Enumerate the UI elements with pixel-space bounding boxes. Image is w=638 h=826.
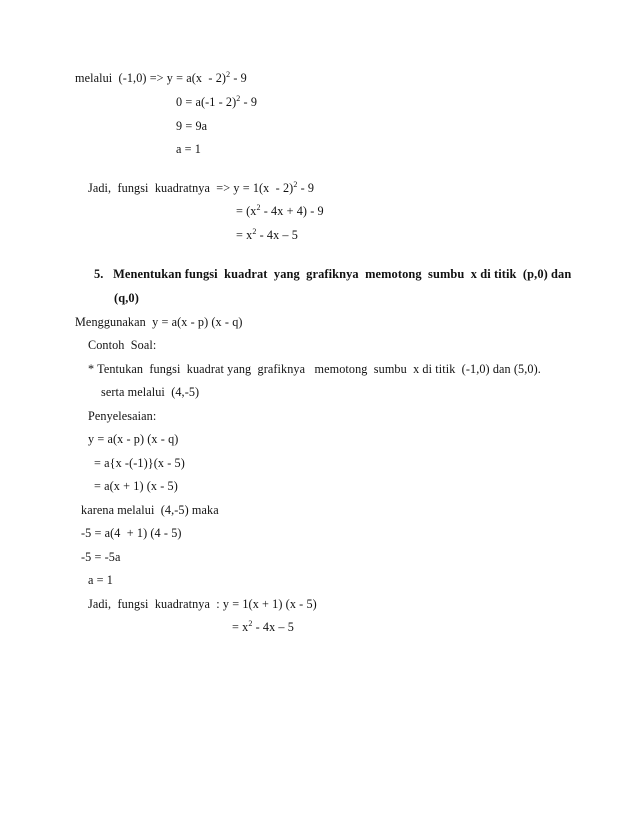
text-run: = x xyxy=(232,620,249,634)
text-run: * Tentukan fungsi kuadrat yang grafiknya memotong sumbu x di titik (-1,0) dan (5,0). xyxy=(88,362,541,376)
superscript: 2 xyxy=(256,202,261,212)
text-run: - 9 xyxy=(230,71,247,85)
text-line xyxy=(176,94,257,110)
text-run: - 4x – 5 xyxy=(252,620,294,634)
text-run: 0 = a(-1 - 2) xyxy=(176,95,237,109)
section-heading xyxy=(114,290,139,306)
superscript: 2 xyxy=(226,69,231,79)
text-run: (q,0) xyxy=(114,291,139,305)
text-line xyxy=(88,361,541,377)
text-line xyxy=(88,572,113,588)
superscript: 2 xyxy=(248,618,253,628)
text-line xyxy=(88,431,178,447)
text-run: = (x xyxy=(236,204,257,218)
text-line xyxy=(75,314,243,330)
text-run: - 4x – 5 xyxy=(256,228,298,242)
text-run: Penyelesaian: xyxy=(88,409,157,423)
section-heading xyxy=(94,266,571,282)
text-line xyxy=(88,180,314,196)
text-run: 9 = 9a xyxy=(176,119,208,133)
text-line xyxy=(81,502,219,518)
text-line xyxy=(81,525,182,541)
text-run: = a{x -(-1)}(x - 5) xyxy=(94,456,185,470)
text-line xyxy=(75,70,247,86)
text-line xyxy=(236,227,298,243)
text-line xyxy=(236,203,324,219)
text-line xyxy=(176,141,201,157)
text-run: = x xyxy=(236,228,253,242)
text-run: karena melalui (4,-5) maka xyxy=(81,503,219,517)
text-run: a = 1 xyxy=(176,142,201,156)
text-run: = a(x + 1) (x - 5) xyxy=(94,479,178,493)
text-run: y = a(x - p) (x - q) xyxy=(88,432,179,446)
text-run: Menggunakan y = a(x - p) (x - q) xyxy=(75,315,243,329)
text-line xyxy=(176,118,207,134)
text-line xyxy=(88,408,156,424)
text-run: - 9 xyxy=(240,95,258,109)
text-line xyxy=(81,549,120,565)
text-run: - 4x + 4) - 9 xyxy=(260,204,324,218)
superscript: 2 xyxy=(236,93,241,103)
text-run: -5 = -5a xyxy=(81,550,121,564)
superscript: 2 xyxy=(293,179,298,189)
text-run: melalui (-1,0) => y = a(x - 2) xyxy=(75,71,227,85)
text-line xyxy=(232,619,294,635)
text-run: - 9 xyxy=(297,181,315,195)
text-line xyxy=(94,478,178,494)
text-line xyxy=(88,596,317,612)
text-line xyxy=(88,337,156,353)
text-run: Jadi, fungsi kuadratnya => y = 1(x - 2) xyxy=(88,181,294,195)
superscript: 2 xyxy=(252,226,257,236)
text-run: a = 1 xyxy=(88,573,113,587)
text-run: Contoh Soal: xyxy=(88,338,157,352)
text-run: -5 = a(4 + 1) (4 - 5) xyxy=(81,526,182,540)
text-line xyxy=(101,384,199,400)
text-run: serta melalui (4,-5) xyxy=(101,385,200,399)
text-run: Jadi, fungsi kuadratnya : y = 1(x + 1) (x - 5) xyxy=(88,597,317,611)
text-run: 5. Menentukan fungsi kuadrat yang grafiknya memotong sumbu x di titik (p,0) dan xyxy=(94,267,572,281)
text-line xyxy=(94,455,185,471)
